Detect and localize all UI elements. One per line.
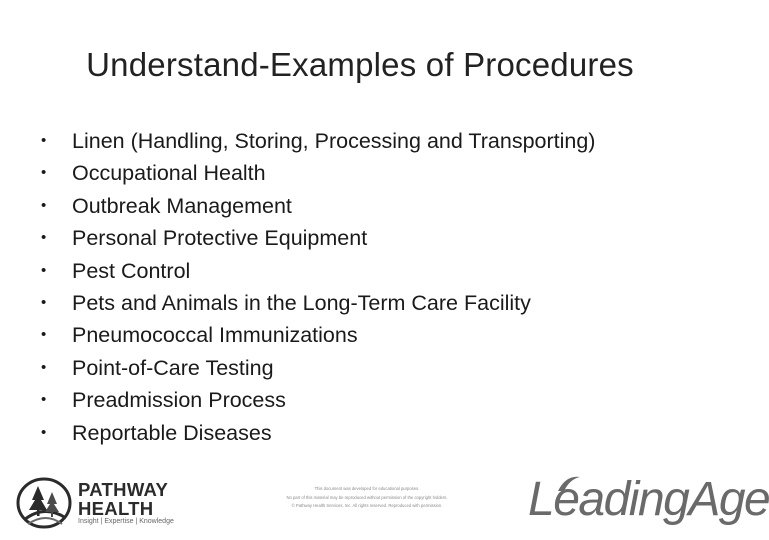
- logo-line-1: PATHWAY: [78, 479, 169, 500]
- list-item-text: Reportable Diseases: [72, 420, 272, 445]
- list-item-text: Preadmission Process: [72, 388, 286, 413]
- pathway-tagline: Insight | Expertise | Knowledge: [78, 518, 174, 525]
- fine-print-line: No part of this material may be reproduced without permission of the copyright holders.: [286, 494, 448, 500]
- list-item: [38, 287, 595, 319]
- bullet-icon: •: [41, 229, 47, 247]
- list-item-text: Personal Protective Equipment: [72, 226, 368, 251]
- bullet-icon: •: [41, 293, 47, 311]
- logo-line-2: HEALTH: [78, 498, 154, 519]
- pathway-health-logo: [14, 474, 194, 530]
- list-item-text: Point-of-Care Testing: [72, 355, 274, 380]
- pathway-tree-icon: [14, 474, 74, 530]
- fine-print-line: This document was developed for educational purposes.: [314, 486, 420, 491]
- slide-title: Understand-Examples of Procedures: [86, 46, 634, 83]
- list-item: [38, 319, 595, 351]
- pathway-health-name: [78, 480, 168, 518]
- leadingage-wordmark: LeadingAge: [528, 473, 769, 526]
- list-item-text: Pets and Animals in the Long-Term Care Facility: [72, 290, 531, 315]
- copyright-fine-print: [222, 485, 512, 511]
- bullet-icon: •: [41, 326, 47, 344]
- list-item: [38, 190, 595, 222]
- list-item: [38, 125, 595, 157]
- leadingage-logo: [528, 470, 769, 530]
- bullet-icon: •: [41, 196, 47, 214]
- list-item: [38, 222, 595, 254]
- bullet-icon: •: [41, 261, 47, 279]
- list-item-text: Linen (Handling, Storing, Processing and Transporting): [72, 129, 596, 153]
- list-item-text: Pneumococcal Immunizations: [72, 323, 358, 348]
- bullet-icon: •: [41, 358, 47, 376]
- list-item: [38, 352, 595, 384]
- list-item: [38, 384, 595, 416]
- list-item: [38, 417, 595, 449]
- list-item: [38, 157, 595, 189]
- list-item-text: Pest Control: [72, 258, 191, 283]
- list-item-text: Occupational Health: [72, 161, 266, 186]
- bullet-icon: •: [41, 423, 47, 441]
- bullet-icon: •: [41, 391, 47, 409]
- bullet-icon: •: [41, 132, 47, 149]
- fine-print-line: © Pathway Health Services, Inc. All rights reserved. Reproduced with permission.: [291, 503, 443, 508]
- leadingage-swoosh-icon: [556, 473, 582, 495]
- list-item: [38, 255, 595, 287]
- bullet-icon: •: [41, 164, 47, 182]
- list-item-text: Outbreak Management: [72, 193, 292, 218]
- bullet-list: [38, 125, 595, 449]
